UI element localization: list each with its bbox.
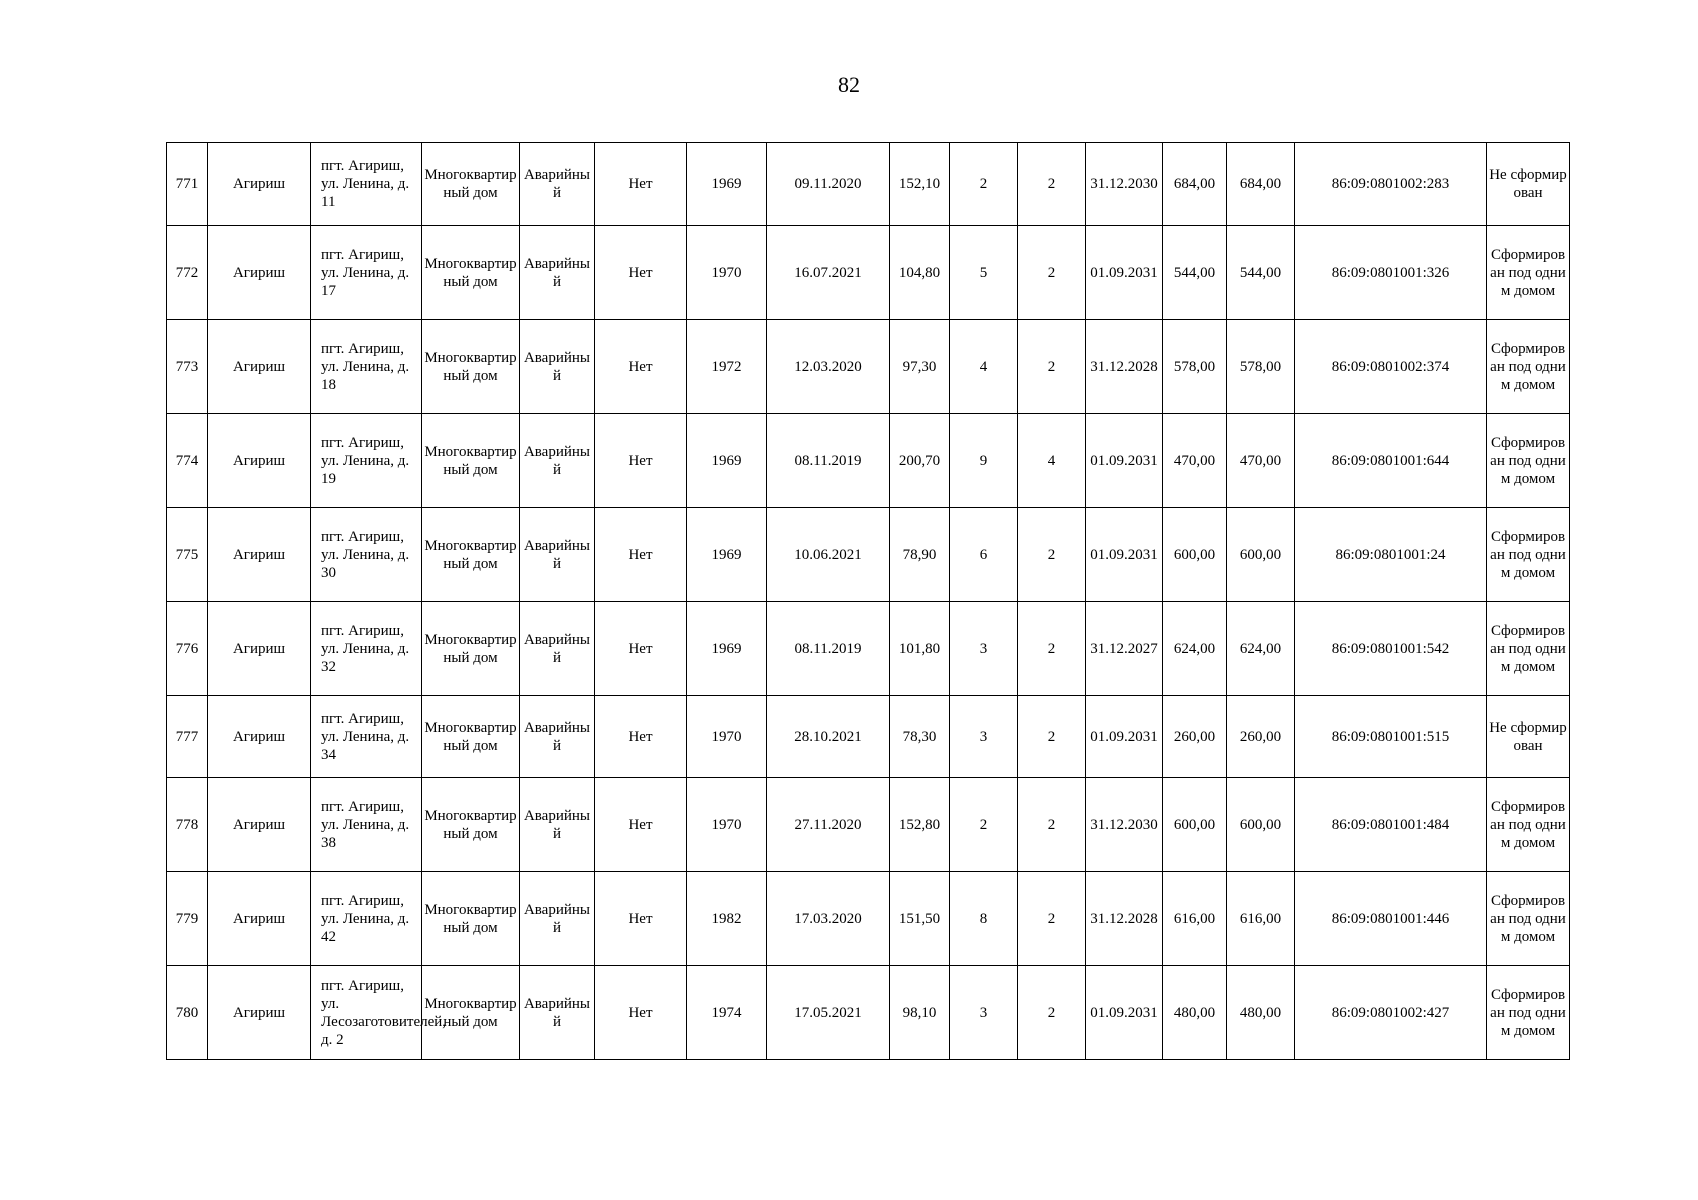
land-area-1-cell: 260,00 [1163, 696, 1227, 778]
cadastral-number-cell: 86:09:0801002:283 [1295, 143, 1487, 226]
count-1-cell: 3 [950, 966, 1018, 1060]
cadastral-number-cell: 86:09:0801001:326 [1295, 226, 1487, 320]
address-cell: пгт. Агириш, ул. Ленина, д. 42 [311, 872, 422, 966]
flag-cell: Нет [595, 966, 687, 1060]
count-2-cell: 2 [1018, 778, 1086, 872]
table-row [167, 696, 1570, 778]
deadline-cell: 31.12.2027 [1086, 602, 1163, 696]
cadastral-number-cell: 86:09:0801001:515 [1295, 696, 1487, 778]
date-cell: 17.03.2020 [767, 872, 890, 966]
count-1-cell: 8 [950, 872, 1018, 966]
land-area-1-cell: 600,00 [1163, 778, 1227, 872]
locality-cell: Агириш [208, 143, 311, 226]
date-cell: 17.05.2021 [767, 966, 890, 1060]
locality-cell: Агириш [208, 226, 311, 320]
locality-cell: Агириш [208, 872, 311, 966]
row-number-cell: 779 [167, 872, 208, 966]
condition-cell: Аварийный [520, 696, 595, 778]
date-cell: 09.11.2020 [767, 143, 890, 226]
count-1-cell: 3 [950, 602, 1018, 696]
table-row [167, 508, 1570, 602]
land-area-1-cell: 470,00 [1163, 414, 1227, 508]
land-status-cell: Сформирован под одним домом [1487, 508, 1570, 602]
year-cell: 1970 [687, 226, 767, 320]
land-area-1-cell: 684,00 [1163, 143, 1227, 226]
count-2-cell: 2 [1018, 966, 1086, 1060]
flag-cell: Нет [595, 508, 687, 602]
land-area-2-cell: 260,00 [1227, 696, 1295, 778]
locality-cell: Агириш [208, 602, 311, 696]
count-1-cell: 4 [950, 320, 1018, 414]
count-1-cell: 5 [950, 226, 1018, 320]
deadline-cell: 31.12.2030 [1086, 143, 1163, 226]
table-row [167, 320, 1570, 414]
condition-cell: Аварийный [520, 872, 595, 966]
locality-cell: Агириш [208, 508, 311, 602]
row-number-cell: 774 [167, 414, 208, 508]
land-area-1-cell: 624,00 [1163, 602, 1227, 696]
locality-cell: Агириш [208, 966, 311, 1060]
year-cell: 1970 [687, 696, 767, 778]
cadastral-number-cell: 86:09:0801002:374 [1295, 320, 1487, 414]
count-2-cell: 2 [1018, 872, 1086, 966]
cadastral-number-cell: 86:09:0801001:446 [1295, 872, 1487, 966]
flag-cell: Нет [595, 602, 687, 696]
count-2-cell: 2 [1018, 696, 1086, 778]
count-1-cell: 2 [950, 143, 1018, 226]
land-status-cell: Сформирован под одним домом [1487, 226, 1570, 320]
house-type-cell: Многоквартирный дом [422, 966, 520, 1060]
area-cell: 104,80 [890, 226, 950, 320]
area-cell: 78,30 [890, 696, 950, 778]
address-cell: пгт. Агириш, ул. Ленина, д. 17 [311, 226, 422, 320]
area-cell: 78,90 [890, 508, 950, 602]
table-row [167, 872, 1570, 966]
count-1-cell: 2 [950, 778, 1018, 872]
condition-cell: Аварийный [520, 508, 595, 602]
land-area-2-cell: 616,00 [1227, 872, 1295, 966]
date-cell: 27.11.2020 [767, 778, 890, 872]
house-type-cell: Многоквартирный дом [422, 872, 520, 966]
row-number-cell: 776 [167, 602, 208, 696]
deadline-cell: 01.09.2031 [1086, 414, 1163, 508]
area-cell: 151,50 [890, 872, 950, 966]
locality-cell: Агириш [208, 696, 311, 778]
row-number-cell: 773 [167, 320, 208, 414]
address-cell: пгт. Агириш, ул. Ленина, д. 30 [311, 508, 422, 602]
land-status-cell: Сформирован под одним домом [1487, 966, 1570, 1060]
row-number-cell: 775 [167, 508, 208, 602]
flag-cell: Нет [595, 778, 687, 872]
address-cell: пгт. Агириш, ул. Лесозаготовителей, д. 2 [311, 966, 422, 1060]
count-1-cell: 9 [950, 414, 1018, 508]
condition-cell: Аварийный [520, 143, 595, 226]
deadline-cell: 01.09.2031 [1086, 508, 1163, 602]
row-number-cell: 772 [167, 226, 208, 320]
date-cell: 08.11.2019 [767, 414, 890, 508]
condition-cell: Аварийный [520, 226, 595, 320]
date-cell: 16.07.2021 [767, 226, 890, 320]
year-cell: 1982 [687, 872, 767, 966]
table-row [167, 966, 1570, 1060]
cadastral-number-cell: 86:09:0801001:542 [1295, 602, 1487, 696]
year-cell: 1969 [687, 508, 767, 602]
address-cell: пгт. Агириш, ул. Ленина, д. 32 [311, 602, 422, 696]
land-area-2-cell: 600,00 [1227, 508, 1295, 602]
cadastral-number-cell: 86:09:0801002:427 [1295, 966, 1487, 1060]
condition-cell: Аварийный [520, 966, 595, 1060]
cadastral-number-cell: 86:09:0801001:24 [1295, 508, 1487, 602]
area-cell: 97,30 [890, 320, 950, 414]
housing-registry-table [166, 142, 1570, 1060]
date-cell: 10.06.2021 [767, 508, 890, 602]
count-1-cell: 6 [950, 508, 1018, 602]
house-type-cell: Многоквартирный дом [422, 320, 520, 414]
land-status-cell: Сформирован под одним домом [1487, 414, 1570, 508]
flag-cell: Нет [595, 414, 687, 508]
flag-cell: Нет [595, 320, 687, 414]
land-area-2-cell: 600,00 [1227, 778, 1295, 872]
land-area-1-cell: 600,00 [1163, 508, 1227, 602]
date-cell: 12.03.2020 [767, 320, 890, 414]
locality-cell: Агириш [208, 414, 311, 508]
table-row [167, 602, 1570, 696]
year-cell: 1970 [687, 778, 767, 872]
area-cell: 152,80 [890, 778, 950, 872]
area-cell: 101,80 [890, 602, 950, 696]
count-2-cell: 2 [1018, 226, 1086, 320]
land-area-1-cell: 480,00 [1163, 966, 1227, 1060]
address-cell: пгт. Агириш, ул. Ленина, д. 38 [311, 778, 422, 872]
flag-cell: Нет [595, 143, 687, 226]
row-number-cell: 780 [167, 966, 208, 1060]
land-status-cell: Сформирован под одним домом [1487, 872, 1570, 966]
land-area-2-cell: 578,00 [1227, 320, 1295, 414]
land-status-cell: Сформирован под одним домом [1487, 602, 1570, 696]
count-2-cell: 2 [1018, 602, 1086, 696]
house-type-cell: Многоквартирный дом [422, 778, 520, 872]
land-area-1-cell: 616,00 [1163, 872, 1227, 966]
land-area-2-cell: 624,00 [1227, 602, 1295, 696]
locality-cell: Агириш [208, 778, 311, 872]
land-status-cell: Сформирован под одним домом [1487, 320, 1570, 414]
year-cell: 1969 [687, 602, 767, 696]
house-type-cell: Многоквартирный дом [422, 143, 520, 226]
condition-cell: Аварийный [520, 414, 595, 508]
house-type-cell: Многоквартирный дом [422, 602, 520, 696]
count-2-cell: 2 [1018, 508, 1086, 602]
table-row [167, 143, 1570, 226]
condition-cell: Аварийный [520, 602, 595, 696]
house-type-cell: Многоквартирный дом [422, 696, 520, 778]
land-status-cell: Сформирован под одним домом [1487, 778, 1570, 872]
flag-cell: Нет [595, 696, 687, 778]
area-cell: 152,10 [890, 143, 950, 226]
year-cell: 1972 [687, 320, 767, 414]
flag-cell: Нет [595, 226, 687, 320]
deadline-cell: 01.09.2031 [1086, 226, 1163, 320]
count-1-cell: 3 [950, 696, 1018, 778]
land-status-cell: Не сформирован [1487, 143, 1570, 226]
count-2-cell: 4 [1018, 414, 1086, 508]
locality-cell: Агириш [208, 320, 311, 414]
land-area-2-cell: 544,00 [1227, 226, 1295, 320]
cadastral-number-cell: 86:09:0801001:484 [1295, 778, 1487, 872]
flag-cell: Нет [595, 872, 687, 966]
count-2-cell: 2 [1018, 320, 1086, 414]
date-cell: 28.10.2021 [767, 696, 890, 778]
land-area-2-cell: 470,00 [1227, 414, 1295, 508]
cadastral-number-cell: 86:09:0801001:644 [1295, 414, 1487, 508]
year-cell: 1974 [687, 966, 767, 1060]
table-row [167, 778, 1570, 872]
house-type-cell: Многоквартирный дом [422, 414, 520, 508]
land-area-2-cell: 684,00 [1227, 143, 1295, 226]
land-area-1-cell: 544,00 [1163, 226, 1227, 320]
row-number-cell: 777 [167, 696, 208, 778]
condition-cell: Аварийный [520, 778, 595, 872]
deadline-cell: 01.09.2031 [1086, 696, 1163, 778]
deadline-cell: 31.12.2028 [1086, 872, 1163, 966]
address-cell: пгт. Агириш, ул. Ленина, д. 18 [311, 320, 422, 414]
address-cell: пгт. Агириш, ул. Ленина, д. 11 [311, 143, 422, 226]
house-type-cell: Многоквартирный дом [422, 508, 520, 602]
deadline-cell: 31.12.2030 [1086, 778, 1163, 872]
house-type-cell: Многоквартирный дом [422, 226, 520, 320]
page-number: 82 [838, 72, 860, 97]
deadline-cell: 31.12.2028 [1086, 320, 1163, 414]
date-cell: 08.11.2019 [767, 602, 890, 696]
land-area-2-cell: 480,00 [1227, 966, 1295, 1060]
land-status-cell: Не сформирован [1487, 696, 1570, 778]
address-cell: пгт. Агириш, ул. Ленина, д. 34 [311, 696, 422, 778]
condition-cell: Аварийный [520, 320, 595, 414]
count-2-cell: 2 [1018, 143, 1086, 226]
year-cell: 1969 [687, 143, 767, 226]
row-number-cell: 771 [167, 143, 208, 226]
row-number-cell: 778 [167, 778, 208, 872]
area-cell: 200,70 [890, 414, 950, 508]
table-row [167, 226, 1570, 320]
year-cell: 1969 [687, 414, 767, 508]
deadline-cell: 01.09.2031 [1086, 966, 1163, 1060]
address-cell: пгт. Агириш, ул. Ленина, д. 19 [311, 414, 422, 508]
land-area-1-cell: 578,00 [1163, 320, 1227, 414]
area-cell: 98,10 [890, 966, 950, 1060]
table-row [167, 414, 1570, 508]
